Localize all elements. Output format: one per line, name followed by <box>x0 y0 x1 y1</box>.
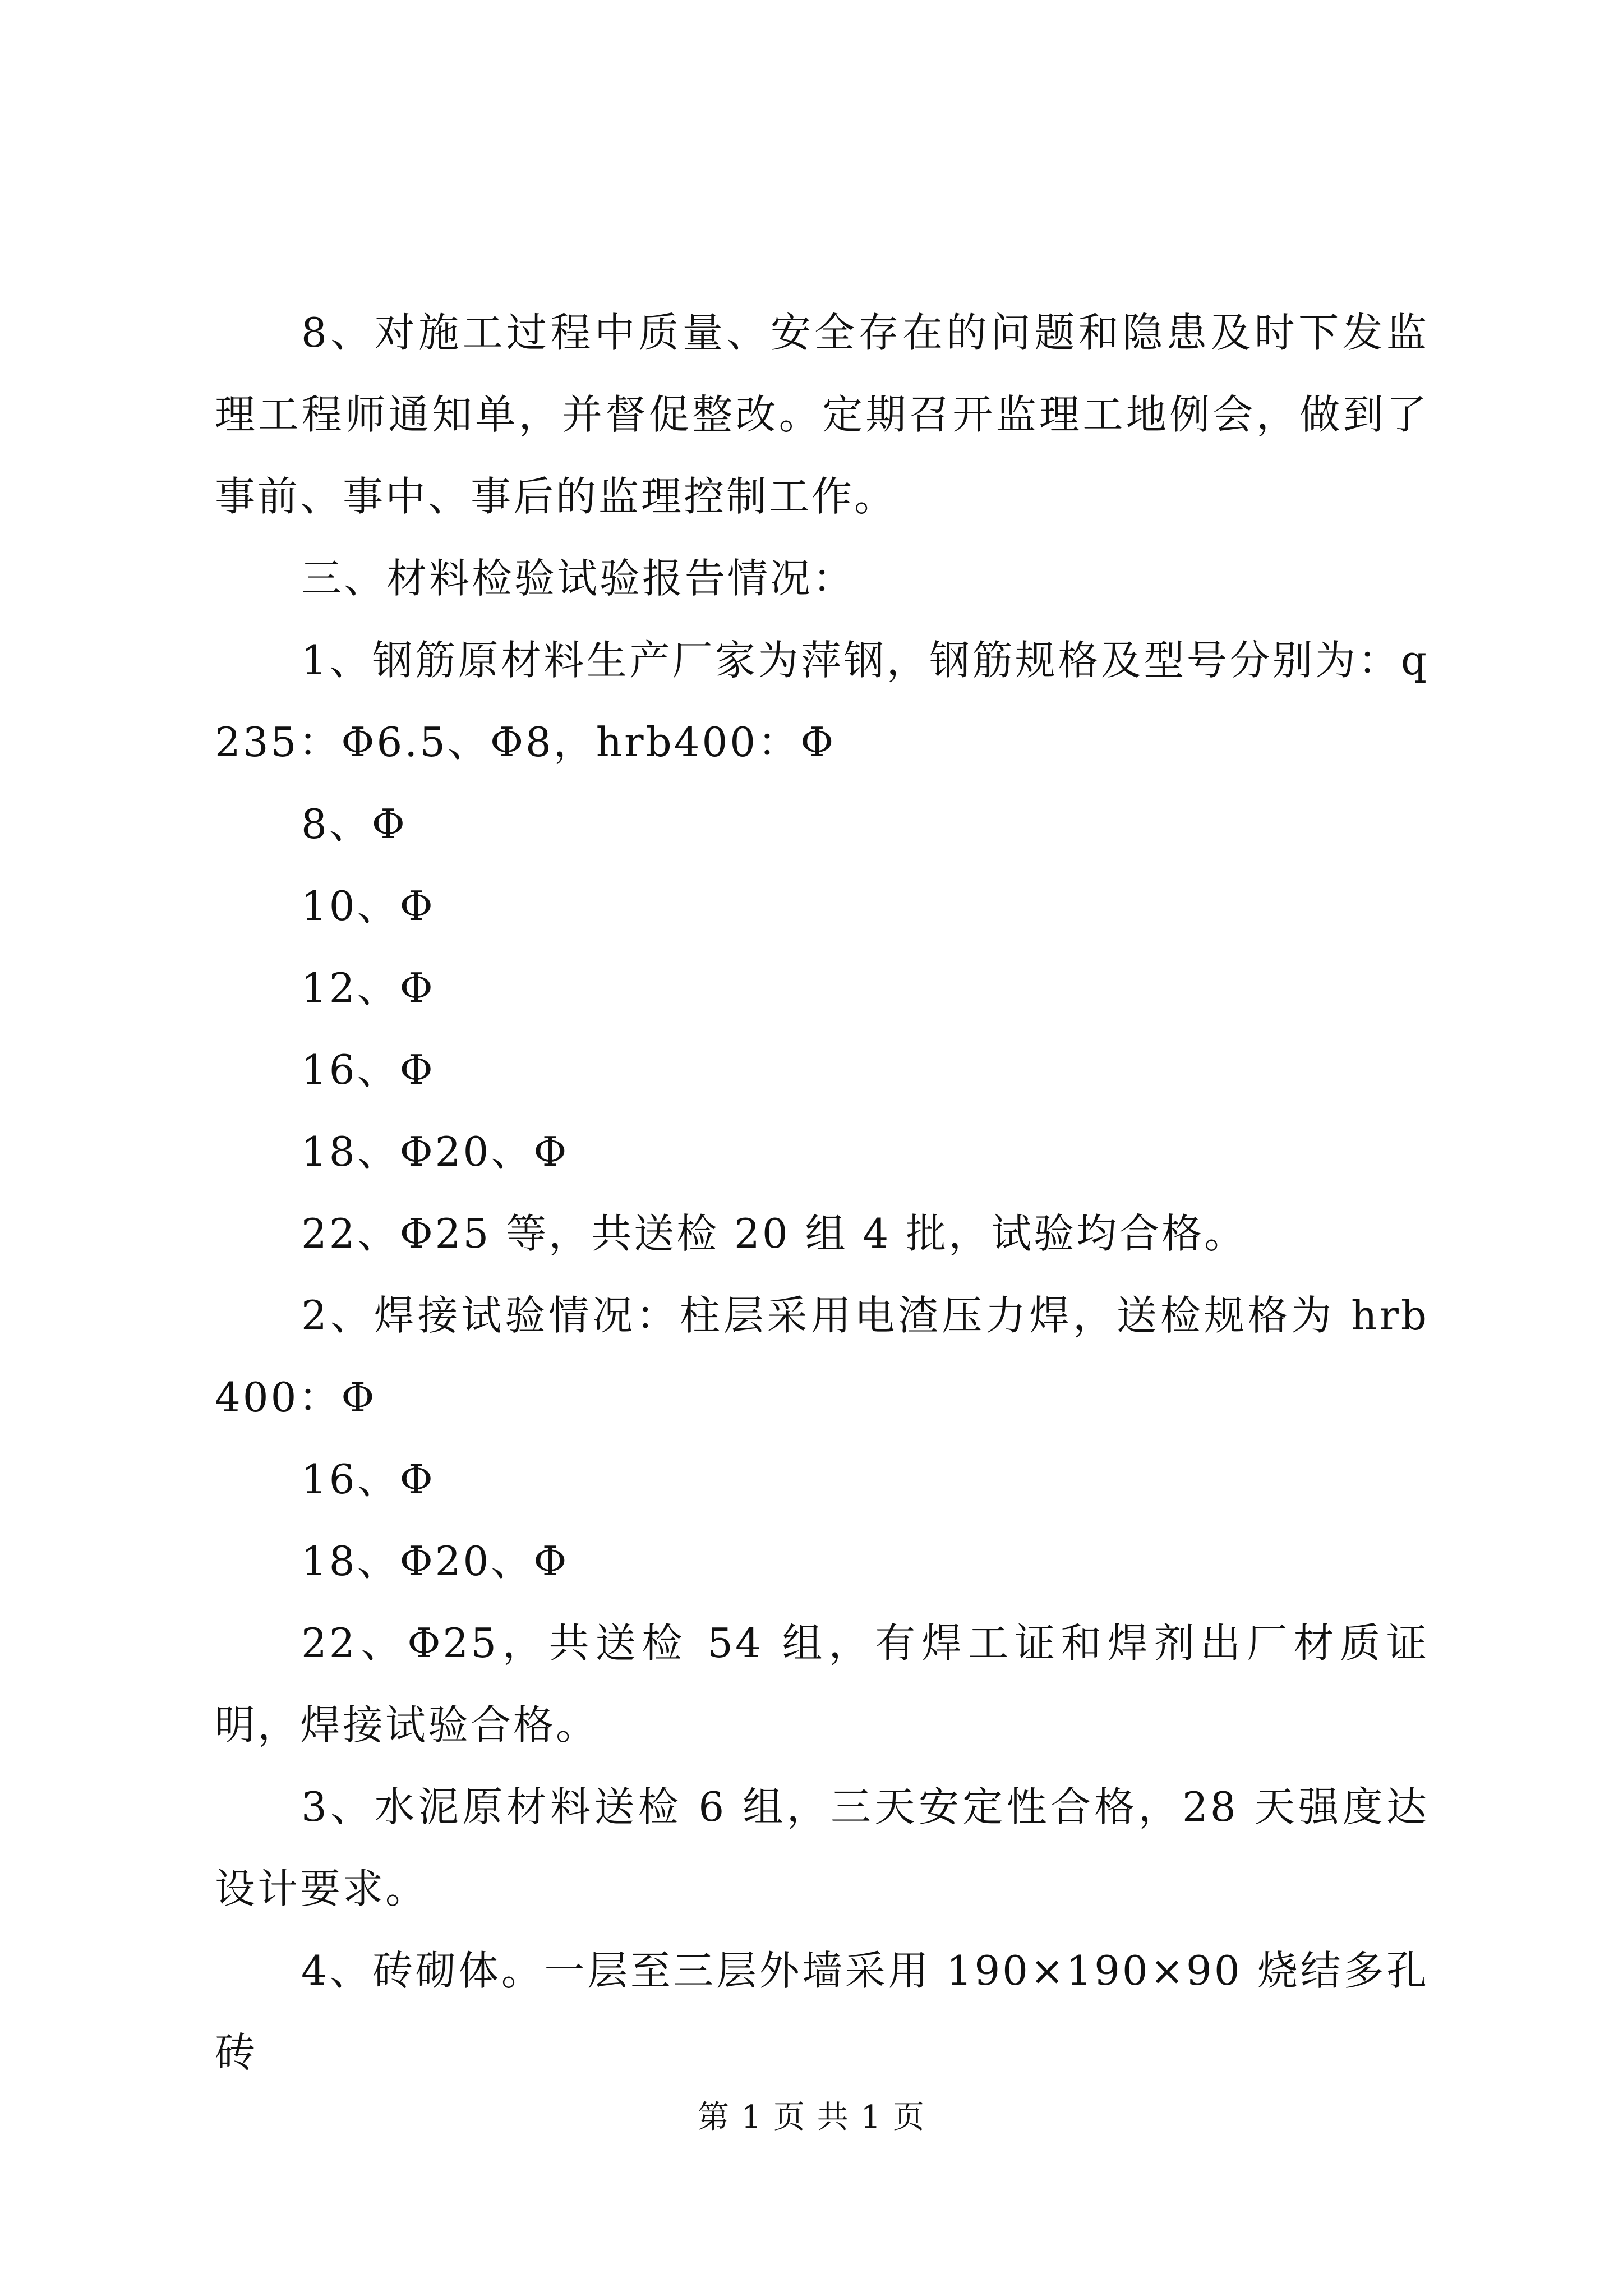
page-footer: 第 1 页 共 1 页 <box>697 2099 926 2136</box>
paragraph: 22、Φ25 等，共送检 20 组 4 批，试验均合格。 <box>301 1210 1247 1257</box>
paragraph: 12、Φ <box>301 964 435 1011</box>
paragraph: 22、Φ25，共送检 54 组，有焊工证和焊剂出厂材质证明，焊接试验合格。 <box>215 1619 1429 1749</box>
paragraph: 8、对施工过程中质量、安全存在的问题和隐患及时下发监理工程师通知单，并督促整改。定期召开监理工地例会，做到了事前、事中、事后的监理控制工作。 <box>215 309 1429 520</box>
paragraph: 1、钢筋原材料生产厂家为萍钢，钢筋规格及型号分别为：q235：Φ6.5、Φ8，hrb400：Φ <box>215 637 1429 766</box>
section-heading: 三、材料检验试验报告情况： <box>301 555 856 602</box>
paragraph: 8、Φ <box>301 800 407 848</box>
document-body <box>215 292 1429 2093</box>
paragraph: 18、Φ20、Φ <box>301 1128 569 1175</box>
paragraph: 16、Φ <box>301 1046 435 1093</box>
paragraph: 3、水泥原材料送检 6 组，三天安定性合格，28 天强度达设计要求。 <box>215 1783 1429 1912</box>
paragraph: 2、焊接试验情况：柱层采用电渣压力焊，送检规格为 hrb400：Φ <box>215 1292 1429 1421</box>
paragraph: 4、砖砌体。一层至三层外墙采用 190×190×90 烧结多孔砖 <box>215 1947 1429 2076</box>
paragraph: 10、Φ <box>301 882 435 930</box>
paragraph: 18、Φ20、Φ <box>301 1538 569 1585</box>
paragraph: 16、Φ <box>301 1456 435 1503</box>
